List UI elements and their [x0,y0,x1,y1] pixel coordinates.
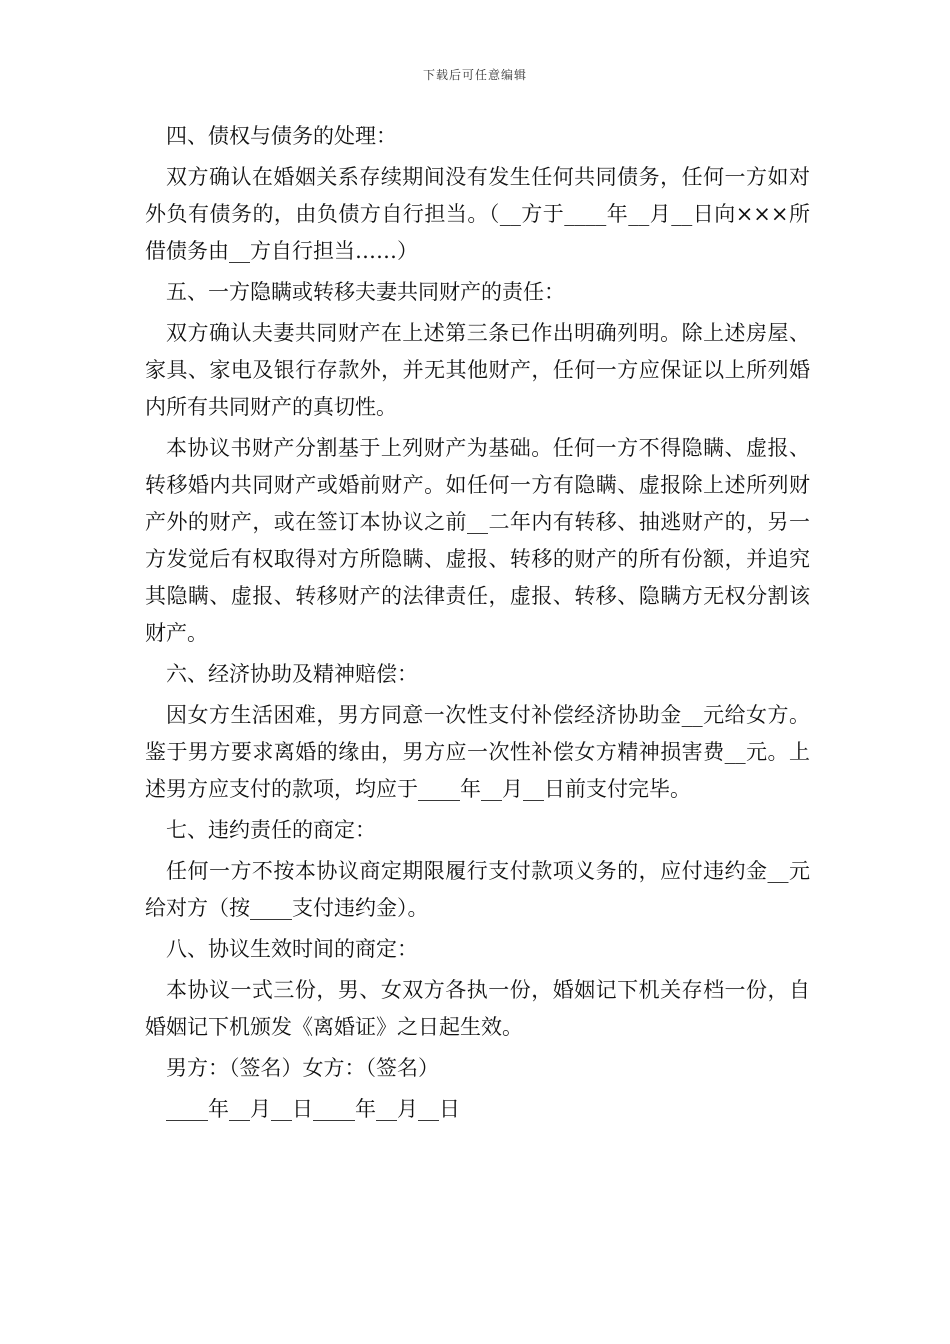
page-header-note: 下载后可任意编辑 [422,68,527,82]
paragraph-effective: 本协议一式三份，男、女双方各执一份，婚姻记下机关存档一份，自婚姻记下机颁发《离婚证》之日起生效。 [145,978,810,1039]
section-heading-breach: 七、违约责任的商定： [166,818,376,842]
paragraph-breach: 任何一方不按本协议商定期限履行支付款项义务的，应付违约金__元给对方（按____支付违约金）。 [145,859,810,920]
section-heading-effective: 八、协议生效时间的商定： [166,937,418,961]
paragraph-debts: 双方确认在婚姻关系存续期间没有发生任何共同债务，任何一方如对外负有债务的，由负债方自行担当。（__方于____年__月__日向×××所借债务由__方自行担当……） [145,165,810,263]
section-heading-debts: 四、债权与债务的处理： [166,124,397,148]
paragraph-compensation: 因女方生活困难，男方同意一次性支付补偿经济协助金__元给女方。鉴于男方要求离婚的缘由，男方应一次性补偿女方精神损害费__元。上述男方应支付的款项，均应于____年__月__日前支付完毕。 [145,703,810,801]
date-line: ____年__月__日____年__月__日 [166,1097,460,1121]
section-heading-concealment: 五、一方隐瞒或转移夫妻共同财产的责任： [166,280,565,304]
paragraph-property-confirmation: 双方确认夫妻共同财产在上述第三条已作出明确列明。除上述房屋、家具、家电及银行存款外，并无其他财产，任何一方应保证以上所列婚内所有共同财产的真切性。 [145,321,810,419]
document-body [145,118,810,1132]
section-heading-compensation: 六、经济协助及精神赔偿： [166,662,418,686]
signature-line: 男方：（签名）女方：（签名） [166,1056,439,1080]
paragraph-property-division: 本协议书财产分割基于上列财产为基础。任何一方不得隐瞒、虚报、转移婚内共同财产或婚前财产。如任何一方有隐瞒、虚报除上述所列财产外的财产，或在签订本协议之前__二年内有转移、抽逃财产的，另一方发觉后有权取得对方所隐瞒、虚报、转移的财产的所有份额，并追究其隐瞒、虚报、转移财产的法律责任，虚报、转移、隐瞒方无权分割该财产。 [145,436,810,645]
